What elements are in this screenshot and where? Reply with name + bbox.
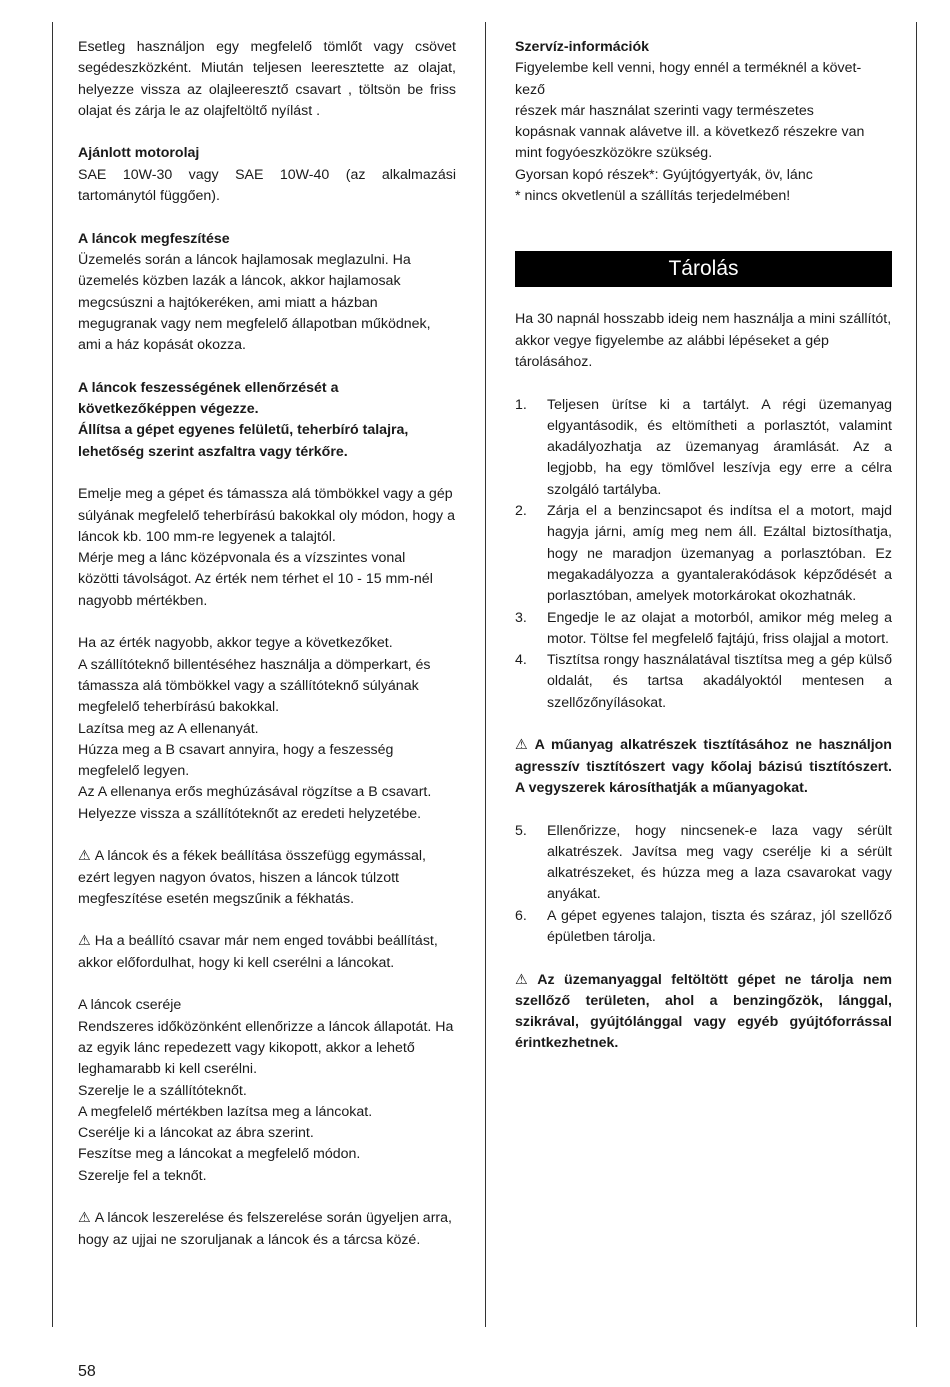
service-line: részek már használat szerinti vagy természetes xyxy=(515,102,814,119)
storage-title-banner: Tárolás xyxy=(515,251,892,287)
list-item: 6. A gépet egyenes talajon, tiszta és száraz, jól szellőző épületben tárolja. xyxy=(515,907,892,945)
list-item: 3. Engedje le az olajat a motorból, amikor még meleg a motor. Töltse fel megfelelő fajtájú, friss olajjal a motort. xyxy=(515,609,892,647)
replace-line: Szerelje fel a teknőt. xyxy=(78,1167,207,1184)
adjust-line: megfelelő legyen. xyxy=(78,763,190,780)
warning-screw: ⚠︎ Ha a beállító csavar már nem enged további beállítást, akkor előfordulhat, hogy ki kell cserélni a láncokat. xyxy=(78,931,456,974)
service-line: mint fogyóeszközökre szükség. xyxy=(515,145,713,162)
adjust-line: Ha az érték nagyobb, akkor tegye a következőket. xyxy=(78,635,393,652)
left-column xyxy=(78,37,456,1272)
storage-steps-1 xyxy=(515,395,892,714)
adjust-line: megfelelő teherbírású bakokkal. xyxy=(78,699,280,716)
adjust-line: Lazítsa meg az A ellenanyát. xyxy=(78,720,259,737)
replace-line: Szerelje le a szállítóteknőt. xyxy=(78,1082,247,1099)
oil-text: SAE 10W-30 vagy SAE 10W-40 (az alkalmazási tartománytól függően). xyxy=(78,166,456,205)
right-column xyxy=(515,37,892,1076)
warning-plastic: ⚠︎ A műanyag alkatrészek tisztításához ne használjon agresszív tisztítószert vagy kőolaj bázisú tisztítószert. A vegyszerek károsíthatják a műanyagokat. xyxy=(515,735,892,799)
oil-section xyxy=(78,143,456,207)
tension-text: Üzemelés során a láncok hajlamosak meglazulni. Ha üzemelés közben lazák a láncok, akkor hajlamosak megcsúszni a hajtókeréken, ami miatt a házban megugranak vagy nem megfelelő állapotban működnek, ami a ház kopását okozza. xyxy=(78,251,431,354)
lift-line: közötti távolságot. Az érték nem térhet el 10 - 15 mm-nél xyxy=(78,571,433,588)
adjust-line: támassza alá tömbökkel vagy a szállítóteknő súlyának xyxy=(78,677,419,694)
list-item: 5. Ellenőrizze, hogy nincsenek-e laza vagy sérült alkatrészek. Javítsa meg vagy cserélje ki a sérült alkatrészeket, és húzza meg a laza csavarokat vagy anyákat. xyxy=(515,822,892,903)
center-column-rule xyxy=(485,22,486,1327)
service-line: kopásnak vannak alávetve ill. a következő részekre van xyxy=(515,124,865,141)
lift-line: Mérje meg a lánc középvonala és a vízszintes vonal xyxy=(78,550,406,567)
adjust-line: A szállítóteknő billentéséhez használja a dömperkart, és xyxy=(78,656,431,673)
replace-section xyxy=(78,995,456,1187)
storage-intro: Ha 30 napnál hosszabb ideig nem használja a mini szállítót, akkor vegye figyelembe az alábbi lépéseket a gép tárolásához. xyxy=(515,311,892,370)
list-item: 1. Teljesen ürítse ki a tartályt. A régi üzemanyag elgyantásodik, és eltömítheti a porlasztót, valamint akadályozhatja az üzemanyag áramlását. Az a legjobb, ha egy tömlővel leszívja egy erre a célra szolgáló tartályba. xyxy=(515,396,892,498)
lift-paragraph xyxy=(78,484,456,612)
service-info xyxy=(515,58,892,207)
adjust-paragraph xyxy=(78,633,456,825)
warning-fuel: ⚠︎ Az üzemanyaggal feltöltött gépet ne tárolja nem szellőző területen, ahol a benzingőzök, lánggal, szikrával, gyújtólánggal vagy egyéb gyújtóforrással érintkezhetnek. xyxy=(515,970,892,1055)
tension-section xyxy=(78,229,456,357)
warning-brakes: ⚠︎ A láncok és a fékek beállítása összefügg egymással, ezért legyen nagyon óvatos, hiszen a láncok túlzott megfeszítése esetén megszűnik a fékhatás. xyxy=(78,846,456,910)
check-bold-2: Állítsa a gépet egyenes felületű, teherbíró talajra, lehetőség szerint aszfaltra vagy térkőre. xyxy=(78,422,409,460)
service-line: kező xyxy=(515,81,545,98)
tension-heading: A láncok megfeszítése xyxy=(78,230,230,247)
adjust-line: Húzza meg a B csavart annyira, hogy a feszesség xyxy=(78,741,394,758)
list-item: 2. Zárja el a benzincsapot és indítsa el a motort, majd hagyja járni, amíg meg nem áll. Ezáltal biztosíthatja, hogy ne maradjon üzemanyag a porlasztóban. Ez megakadályozza a gyantalerakódások képződését a porlasztóban, amelyek motorkárokat okozhatnák. xyxy=(515,503,892,605)
right-column-rule xyxy=(916,22,917,1327)
storage-steps-2 xyxy=(515,821,892,949)
replace-line: A megfelelő mértékben lazítsa meg a láncokat. xyxy=(78,1103,373,1120)
replace-text: Rendszeres időközönként ellenőrizze a láncok állapotát. Ha az egyik lánc repedezett vagy kikopott, akkor a lehető leghamarabb ki kell cserélni. xyxy=(78,1018,454,1078)
page-number: 58 xyxy=(78,1363,96,1380)
left-column-rule xyxy=(52,22,53,1327)
intro-paragraph: Esetleg használjon egy megfelelő tömlőt vagy csövet segédeszközként. Miután teljesen leeresztette az olajat, helyezze vissza az olajleeresztő csavart , töltsön be friss olajat és zárja le az olajfeltöltő nyílást . xyxy=(78,39,456,119)
service-line: Figyelembe kell venni, hogy ennél a terméknél a követ- xyxy=(515,60,862,77)
service-line: Gyorsan kopó részek*: Gyújtógyertyák, öv, lánc xyxy=(515,166,813,183)
lift-line: nagyobb mértékben. xyxy=(78,592,208,609)
service-line: * nincs okvetlenül a szállítás terjedelmében! xyxy=(515,188,791,205)
replace-line: Cserélje ki a láncokat az ábra szerint. xyxy=(78,1125,314,1142)
warning-fingers: ⚠︎ A láncok leszerelése és felszerelése során ügyeljen arra, hogy az ujjai ne szoruljanak a láncok és a tárcsa közé. xyxy=(78,1208,456,1251)
adjust-line: Az A ellenanya erős meghúzásával rögzítse a B csavart. xyxy=(78,784,432,801)
list-item: 4. Tisztítsa rongy használatával tisztítsa meg a gép külső oldalát, és tartsa akadályoktól mentesen a szellőzőnyílásokat. xyxy=(515,652,892,711)
service-heading: Szervíz-információk xyxy=(515,39,650,55)
replace-heading: A láncok cseréje xyxy=(78,997,182,1014)
lift-text: Emelje meg a gépet és támassza alá tömbökkel vagy a gép súlyának megfelelő teherbírású bakokkal oly módon, hogy a láncok kb. 100 mm-re legyenek a talajtól. xyxy=(78,486,455,545)
oil-heading: Ajánlott motorolaj xyxy=(78,145,200,162)
adjust-line: Helyezze vissza a szállítóteknőt az eredeti helyzetébe. xyxy=(78,805,422,822)
check-instructions xyxy=(78,378,456,463)
replace-line: Feszítse meg a láncokat a megfelelő módon. xyxy=(78,1146,361,1163)
check-bold-1: A láncok feszességének ellenőrzését a következőképpen végezze. xyxy=(78,379,339,418)
